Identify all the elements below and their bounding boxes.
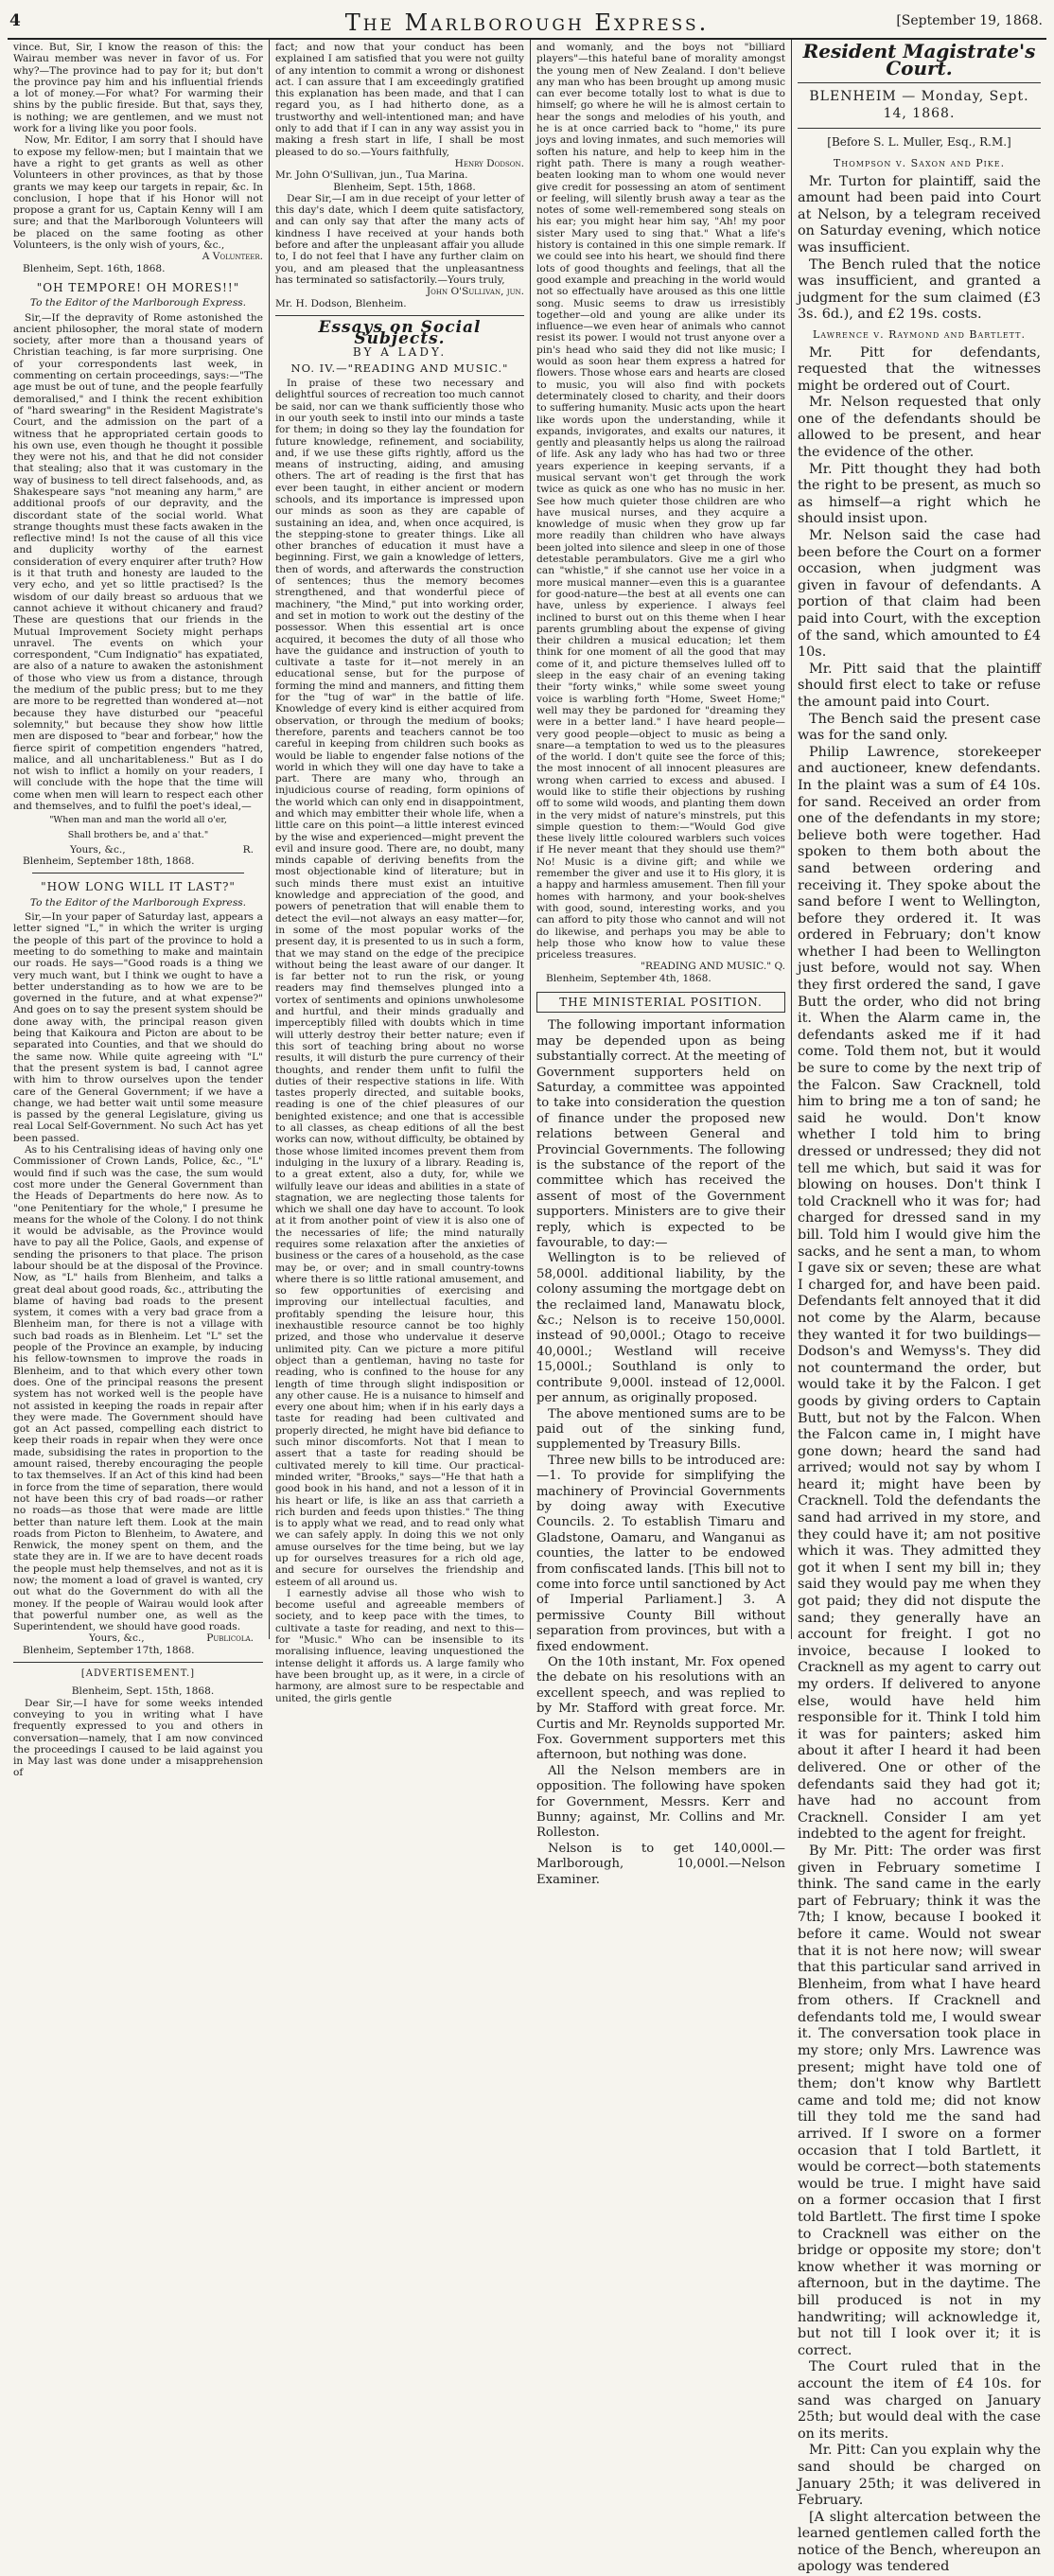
letter-volunteer-text: vince. But, Sir, I know the reason of this: the Wairau member was never in favor of us. For why?—The province had to pay for it; but don't the province pay him and his influential friends a lot of money.—For what? For warming their shins by the public fireside. But that, says they, is nothing; we are gentlemen, and we must not work for a living like you poor fools. — [13, 42, 263, 135]
case-title: Thompson v. Saxon and Pike. — [833, 156, 1006, 169]
court-section-title: Resident Magistrate's Court. — [802, 40, 1036, 79]
dateline: Blenheim, Sept. 16th, 1868. — [23, 262, 166, 274]
ministerial-text: The following important information may be depended upon as being substantially correct. At the meeting of Government supporters held on Saturday, a committee was appointed to take into consideration the question of finance under the proposed new relations between General and Provincial Governments. The following is the substance of the report of the committee which has received the assent of most of the Government supporters. Ministers are to give their reply, which is expected to be favourable, to day:— — [536, 1018, 785, 1251]
divider — [13, 1662, 263, 1663]
page-number: 4 — [9, 11, 21, 30]
letter-osullivan-text: Dear Sir,—I am in due receipt of your letter of this day's date, which I deem quite satisfactory, and can only say that after the many acts of kindness I have received at your hands both before and after the unpleasant affair you allude to, I do not feel that I have any further claim on you, and am pleased that the unpleasantness has terminated so satisfactorily.—Yours truly, — [275, 192, 524, 286]
divider — [798, 82, 1041, 83]
court-text: Mr. Pitt for defendants, requested that the witnesses might be ordered out of Court. — [798, 344, 1041, 394]
advertisement-label: [ADVERTISEMENT.] — [80, 1668, 196, 1680]
essay-byline: BY A LADY. — [352, 345, 448, 360]
ministerial-article — [536, 1018, 785, 1888]
letter-heading-how-long: "HOW LONG WILL IT LAST?" — [41, 880, 236, 894]
dateline: Blenheim, September 17th, 1868. — [23, 1644, 195, 1656]
essay-series-title: Essays on Social Subjects. — [318, 317, 482, 349]
newspaper-title: The Marlborough Express. — [344, 9, 710, 36]
court-text: Mr. Turton for plaintiff, said the amount had been paid into Court at Nelson, by a telegram received on Saturday evening, which notice was insufficient. — [798, 173, 1041, 256]
issue-date: [September 19, 1868. — [896, 13, 1043, 28]
court-text: The Bench said the present case was for the sand only. — [798, 711, 1041, 744]
letter-volunteer-text-2: Now, Mr. Editor, I am sorry that I should have to expose my fellow-men; but I maintain that we have a right to get grants as well as other Volunteers in other provinces, as that by those grants we may keep our targets in repair, &c. In conclusion, I hope that if his Honor will not propose a grant for us, Captain Kenny will I am sure; and that the Marlborough Volunteers will be placed on the same footing as other Volunteers, is the only wish of yours, &c., — [13, 134, 263, 252]
letter-how-long-text-2: As to his Centralising ideas of having only one Commissioner of Crown Lands, Police, &c., "L" would find if such was the case, the sum would cost more under the General Government than the Heads of Departments do here now. As to "one Penitentiary for the whole," I presume he means for the whole of the Colony. I do not think it would be advisable, as the Province would have to pay all the Police, Gaols, and expense of sending the prisoners to that place. The prison labour should be at the disposal of the Province. Now, as "L" hails from Blenheim, and talks a great deal about good roads, &c., attributing the blame of having bad roads to the present system, it comes with a very bad grace from a Blenheim man, for there is not a village with such bad roads as in Blenheim. Let "L" set the people of the Province an example, by inducing his fellow-townsmen to improve the roads in Blenheim, and to that which every other town does. One of the principal reasons the present system has not worked well is the people have not assisted in keeping the roads in repair after they were made. The Government should have got an Act passed, compelling each district to keep their roads in repair when they were once made, subsidising the rates in proportion to the amount raised, thereby encouraging the people to tax themselves. If an Act of this kind had been in force from the time of separation, there would not have been this cry of bad roads—or rather no roads—as those that were made are little better than nature left them. Look at the main roads from Picton to Blenheim, to Awatere, and Renwick, the money spent on them, and the state they are in. If we are to have decent roads the people must help themselves, and not as it is now; the moment a load of gravel is wanted, cry out what do the Government do with all the money. If the people of Wairau would look after that powerful number one, as well as the Superintendent, we should have good roads. — [13, 1144, 263, 1633]
column-4 — [791, 40, 1046, 2575]
letter-dodson-text: Dear Sir,—I have for some weeks intended conveying to you in writing what I have frequently expressed to you and others in conversation—namely, that I am now convinced the proceedings I caused to be laid against you in May last was done under a misapprehension of — [13, 1697, 263, 1779]
column-2 — [269, 40, 530, 1704]
divider — [798, 128, 1041, 129]
signature-yours: Yours, &c., — [70, 843, 126, 856]
letter-tempore-text: Sir,—If the depravity of Rome astonished the ancient philosopher, the moral state of modern society, after more than a thousand years of Christian teaching, is far more surprising. One of your correspondents last week, in commenting on certain proceedings, says:—"The age must be out of tune, and the people fearfully demoralised," and I think the recent exhibition of "hard swearing" in the Resident Magistrate's Court, and the admission on the part of a witness that he appropriated certain goods to his own use, even though he thought it possible they were not his, and that he did not consider that stealing; also that it was customary in the way of business to tell direct falsehoods, and, as Shakespeare says "not meaning any harm," are additional proofs of our depravity, and the discordant state of the social world. What strange thoughts must these facts awaken in the reflective mind! Is not the cause of all this vice and duplicity worthy of the earnest consideration of every enquirer after truth? How is it that truth and honesty are lauded to the very echo, and yet so little practised? Is the wisdom of our daily breast so arduous that we cannot achieve it without chicanery and fraud? These are questions that our friends in the Mutual Improvement Society might perhaps unravel. The events on which your correspondent, "Cum Indignatio" has expatiated, are also of a nature to awaken the astonishment of those who view us from a distance, through the medium of the public press; but to me they are more to be regretted than wondered at—not because they have disturbed our "peaceful solemnity," but because they show how little men are disposed to "bear and forbear," how the fierce spirit of competition engenders "hatred, malice, and all uncharitableness." But as I do not wish to inflict a homily on your readers, I will conclude with the hope that the time will come when men will learn to respect each other and themselves, and to fulfil the poet's ideal,— — [13, 311, 263, 812]
signature-publicola: Publicola. — [206, 1632, 254, 1645]
dateline: Blenheim, September 18th, 1868. — [23, 856, 195, 868]
essay-text: In praise of these two necessary and delightful sources of recreation too much cannot be said, nor can we thank sufficiently those who in our youth seek to instil into our minds a taste for them; in doing so they lay the foundation for future knowledge, refinement, and sociability, and, if we use these gifts rightly, afford us the means of instructing, aiding, and amusing others. The art of reading is the first that has ever been taught, in either ancient or modern schools, and its importance is impressed upon our minds as soon as they are capable of sustaining an idea, and, when once acquired, is the stepping-stone to greater things. Like all other branches of education it must have a beginning. First, we gain a knowledge of letters, then of words, and afterwards the construction of sentences; thus the memory becomes strengthened, and that wonderful piece of machinery, "the Mind," put into working order, and set in motion to work out the destiny of the possessor. When this essential art is once acquired, it becomes the duty of all those who have the guidance and instruction of youth to cultivate a taste for it—not merely in an educational sense, but for the purpose of forming the mind and manners, and fitting them for the "tug of war" in the battle of life. Knowledge of every kind is either acquired from observation, or through the medium of books; therefore, parents and teachers cannot be too careful in keeping from children such books as would be liable to engender false notions of the world in which they will one day have to take a part. There are many who, through an injudicious course of reading, form opinions of the world which can only end in disappointment, and which may embitter their whole life, when a little care on this point—a little interest evinced by the wise and experienced—might prevent the evil and insure good. There are, no doubt, many minds capable of deriving benefits from the most objectionable kind of literature; but in such minds there must exist an intuitive knowledge and appreciation of the good, and powers of penetration that will enable them to detect the evil—not always an easy matter—for, in some of the most popular works of the present day, it is presented to us in such a form, that we may stand on the edge of the precipice without being the least aware of our danger. It is far better not to run the risk, or young readers may find themselves plunged into a vortex of sentiments and opinions unwholesome and hurtful, and their minds gradually and imperceptibly filled with doubts which in time will utterly destroy their better nature; even if this sort of teaching bring about no worse results, it will disturb the pure currency of their thoughts, and render them unfit to fulfil the duties of their respective stations in life. With tastes properly directed, and suitable books, reading is one of the chief pleasures of our benighted existence; and one that is accessible to all classes, as cheap editions of all the best works can now, without difficulty, be obtained by those whose limited incomes prevent them from indulging in the luxury of a library. Reading is, to a great extent, also a duty, for, while we wilfully leave our ideas and abilities in a state of stagnation, we are neglecting those talents for which we shall one day have to account. To look at it from another point of view it is also one of the necessaries of life; the mind naturally requires some relaxation after the anxieties of business or the cares of a household, as the case may be, or over; and in small country-towns where there is so little rational amusement, and so few opportunities of exercising and improving our intellectual faculties, and profitably spending the leisure hour, this inexhaustible resource cannot be too highly prized, and those who undervalue it deserve unlimited pity. Can we picture a more pitiful object than a gentleman, having no taste for reading, who is confined to the house for any length of time through slight indisposition or any other cause. He is a nuisance to himself and every one about him; when if in his early days a taste for reading had been cultivated and properly directed, he might have bid defiance to such minor discomforts. Not that I mean to assert that a taste for reading should be cultivated merely to kill time. Our practical-minded writer, "Brooks," says—"He that hath a good book in his hand, and not a lesson of it in his heart or life, is like an ass that carrieth a rich burden and feeds upon thistles." The thing is to apply what we read, and to read only what we can safely apply. In doing this we not only amuse ourselves for the time being, but we lay up for ourselves treasures for a rich old age, and secure for ourselves the friendship and esteem of all around us. — [275, 378, 524, 1588]
column-1 — [8, 40, 269, 1779]
signature-dodson: Henry Dodson. — [454, 157, 524, 169]
signature-yours: Yours, &c., — [89, 1632, 145, 1645]
signature-osullivan: John O'Sullivan, jun. — [426, 286, 524, 298]
court-text: Mr. Pitt: Can you explain why the sand should be charged on January 25th; it was delivered in February. — [798, 2443, 1041, 2509]
ministerial-text: Wellington is to be relieved of 58,000l. additional liability, by the colony assuming the mortgage debt on the reclaimed land, Manawatu block, &c.; Nelson is to receive 150,000l. instead of 90,000l.; Otago to receive 40,000l.; Westland will receive 15,000l.; Southland is only to contribute 9,000l. instead of 12,000l. per annum, as originally proposed. — [536, 1251, 785, 1406]
court-text: The Bench ruled that the notice was insufficient, and granted a judgment for the sum claimed (£3 3s. 6d.), and £2 19s. costs. — [798, 256, 1041, 323]
ministerial-text: Nelson is to get 140,000l.—Marlborough, 10,000l.—Nelson Examiner. — [536, 1841, 785, 1887]
essay-subtitle: NO. IV.—"READING AND MUSIC." — [290, 361, 509, 375]
essay-text-cont: and womanly, and the boys not "billiard players"—this hateful bane of morality amongst the young men of New Zealand. I don't believe any man who has been brought up among music can ever become totally lost to what is due to himself; go where he will he is almost certain to hear the songs and melodies of his youth, and he is at once carried back to "home," its pure joys and loving inmates, and such memories will soften his nature, and help to keep him in the right path. There is many a rough weather-beaten looking man to whom one would never give credit for possessing an atom of sentiment or feeling, will silently brush away a tear as the notes of some well-remembered song steals on his ear; you might hear him say, "Ah! my poor sister Mary used to sing that." What a life's history is contained in this one simple remark. If we could see into his heart, we should find there lots of good thoughts and feelings, that all the good example and preaching in the world would not so effectually have aroused as this one little song. Music seems to draw us irresistibly together—old and young are alike under its influence—we even hear of animals who cannot resist its power. I would not trust anyone over a pin's head who said they did not like music; I would as soon hear them express a hatred for flowers. Those whose ears and hearts are closed to music, you will also find with pockets determinately closed to charity, and their doors to suffering humanity. Music acts upon the heart like words upon the understanding, while it expands, invigorates, and exalts our natures, it gently and pleasantly helps us along the railroad of life. Ask any lady who has had two or three years experience in keeping servants, if a musical servant won't get through the work twice as quick as one who has no music in her. See how much quieter those children are who have musical nurses, and they acquire a knowledge of music when they grow up far more readily than children who have always been jolted into silence and sleep in one of those detestable perambulators. Give me a girl who can "whistle," if she cannot use her voice in a more musical manner—even this is a guarantee for good-nature—the best at all events one can have, unless by experience. I always feel inclined to burst out on this theme when I hear parents grumbling about the expense of giving their children a musical education; let them think for one moment of all the good that may come of it, and picture themselves lulled off to sleep in the easy chair of an evening taking their "forty winks," while some sweet young voice is warbling forth "Home, Sweet Home;" well may they be pardoned for "dreaming they were in a better land." I have heard people—very good people—object to music as being a snare—a temptation to wed us to the pleasures of the world. I don't quite see the force of this; the most innocent of all innocent pleasures are wrong when carried to excess and abused. I would like to stifle their objections by rushing off to some wild woods, and planting them down in the very midst of nature's minstrels, put this simple question to them:—"Would God give these lively little coloured warblers such voices if He never meant that they should use them?" No! Music is a divine gift; and while we remember the giver and use it to His glory, it is a happy and harmless amusement. Then fill your homes with harmony, and your book-shelves with good, sound, interesting works, and you can afford to pity those who cannot and will not do likewise, and perhaps you may be able to help those who know how to value these priceless treasures. — [536, 42, 785, 962]
dateline: Blenheim, September 4th, 1868. — [546, 972, 711, 984]
poem-line: "When man and man the world all o'er, — [49, 815, 227, 826]
essay-signature: "READING AND MUSIC." Q. — [641, 961, 785, 973]
poem-line: Shall brothers be, and a' that." — [67, 829, 209, 840]
to-editor-line: To the Editor of the Marlborough Express. — [29, 297, 247, 309]
court-text: [A slight altercation between the learned gentlemen called forth the notice of the Bench, whereupon an apology was tendered — [798, 2509, 1041, 2575]
divider — [275, 315, 524, 316]
column-3 — [530, 40, 791, 1887]
court-text: By Mr. Pitt: The order was first given in February sometime I think. The sand came in the early part of February; think it was the 7th; I know, because I booked it before it came. Would not swear that it is not here now; will swear that this particular sand arrived in Blenheim, from what I have heard from others. If Cracknell and defendants told me, I would swear it. The conversation took place in my store; only Mrs. Lawrence was present; might have told one of them; don't know why Bartlett came and told me; did not know till they told me the sand had arrived. If I swore on a former occasion that I told Bartlett, it would be correct—both statements would be true. I might have said on a former occasion that I first told Bartlett. The first time I spoke to Cracknell was either on the bridge or opposite my store; don't know whether it was morning or afternoon, but in the daytime. The bill produced is not in my handwriting; will acknowledge it, but not till I look over it; it is correct. — [798, 1843, 1041, 2358]
addressee: Mr. John O'Sullivan, jun., Tua Marina. — [275, 169, 468, 182]
court-text: Mr. Nelson said the case had been before the Court on a former occasion, when judgment was given in favour of defendants. A portion of that claim had been paid into Court, with the exception of the sand, which amounted to £4 10s. — [798, 528, 1041, 661]
to-editor-line: To the Editor of the Marlborough Express. — [29, 896, 247, 909]
addressee: Mr. H. Dodson, Blenheim. — [275, 297, 407, 309]
court-before: [Before S. L. Muller, Esq., R.M.] — [827, 135, 1011, 150]
court-date: BLENHEIM — Monday, Sept. 14, 1868. — [809, 89, 1029, 121]
signature-r: R. — [242, 843, 254, 856]
ministerial-text: The above mentioned sums are to be paid out of the sinking fund, supplemented by Treasury Bills. — [536, 1406, 785, 1453]
court-text: Mr. Nelson requested that only one of the defendants should be allowed to be present, and hear the evidence of the other. — [798, 395, 1041, 461]
case-title: Lawrence v. Raymond and Bartlett. — [813, 327, 1026, 341]
letter-heading-tempore: "OH TEMPORE! OH MORES!!" — [36, 280, 240, 294]
letter-dodson-text-cont: fact; and now that your conduct has been explained I am satisfied that you were not guilty of any intention to commit a wrong or dishonest act. I can assure that I am exceedingly gratified this explanation has been made, and that I can regard you, as I had hitherto done, as a trustworthy and well-intentioned man; and have only to add that if I can in any way assist you in making a fresh start in life, I shall be most pleased to do so.—Yours faithfully, — [275, 42, 524, 158]
court-text: Philip Lawrence, storekeeper and auctioneer, knew defendants. In the plaint was a sum of £4 10s. for sand. Received an order from one of the defendants in my store; believe both were together. Had spoken to them both about the sand between ordering and receiving it. They spoke about the sand before I went to Wellington, before they ordered it. It was ordered in February; don't know whether I had been to Wellington just before, would not say. When they first ordered the sand, I gave Butt the order, who did not bring it. When the Alarm came in, the defendants asked me if it had come. Told them not, but it would be sure to come by the next trip of the Falcon. Saw Cracknell, told him to bring me a ton of sand; he said he would. Don't know whether I told him to bring dressed or undressed; they did not tell me which, but said it was for blowing on houses. Don't think I told Cracknell who it was for; had charged for dressed sand in my bill. Told him I would give him the sacks, and he sent a man, to whom I gave six or seven; these are what I charged for, and have been paid. Defendants felt annoyed that it did not come by the Alarm, because they wanted it for two buildings—Dodson's and Wemyss's. They did not countermand the order, but would take it by the Falcon. I get goods by giving orders to Captain Butt, but not by the Falcon. When the Falcon came in, I might have gone down; heard the sand had arrived; would not say by whom I heard it; might have been by Cracknell. Told the defendants the sand had arrived in my store, and they could have it; am not positive which it was. They admitted they got it when I sent my bill in; they said they would pay me when they got paid; they did not dispute the sand; they generally have an account for freight. I got no invoice, because I looked to Cracknell as my agent to carry out my orders. If delivered to anyone else, would have held him responsible for it. Think I told him it was for painters; asked him about it after I heard it had been delivered. One or other of the defendants said they had got it; have had no account from Cracknell. Consider I am yet indebted to the agent for freight. — [798, 744, 1041, 1843]
dateline: Blenheim, Sept. 15th, 1868. — [71, 1685, 215, 1698]
court-text: Mr. Pitt said that the plaintiff should first elect to take or refuse the amount paid into Court. — [798, 661, 1041, 710]
letter-how-long-text: Sir,—In your paper of Saturday last, appears a letter signed "L," in which the writer is urging the people of this part of the province to hold a meeting to do something to make and maintain our roads. He says—"Good roads is a thing we very much want, but I think we ought to have a better understanding as to how we are to be governed in the future, and at what expense?" And goes on to say the present system should be done away with, the principal reason given being that Kaikoura and Picton are about to be separated into Counties, and that we should do the same now. While quite agreeing with "L" that the present system is bad, I cannot agree with him to throw ourselves upon the tender care of the General Government; if we have a change, we had better wait until some measure is passed by the general Legislature, giving us real Local Self-Government. No such Act has yet been passed. — [13, 911, 263, 1144]
court-text: The Court ruled that in the account the item of £4 10s. for sand was charged on January 25th; but would deal with the case on its merits. — [798, 2359, 1041, 2442]
essay-text-2: I earnestly advise all those who wish to become useful and agreeable members of society, and to keep pace with the times, to cultivate a taste for reading, and next to this—for "Music." Who can be insensible to its moralising influence, leaving unquestioned the intense delight it affords us. A large family who have been brought up, as it were, in a circle of harmony, are almost sure to be respectable and united, the girls gentle — [275, 1587, 524, 1704]
masthead — [8, 6, 1046, 40]
ministerial-position-heading: THE MINISTERIAL POSITION. — [536, 992, 785, 1013]
dateline: Blenheim, Sept. 15th, 1868. — [333, 181, 476, 193]
ministerial-text: All the Nelson members are in opposition. The following have spoken for Government, Messrs. Kerr and Bunny; against, Mr. Collins and Mr. Rolleston. — [536, 1763, 785, 1841]
ministerial-text: On the 10th instant, Mr. Fox opened the debate on his resolutions with an excellent speech, and was replied to by Mr. Stafford with great force. Mr. Curtis and Mr. Reynolds supported Mr. Fox. Government supporters met this afternoon, but nothing was done. — [536, 1655, 785, 1763]
court-text: Mr. Pitt thought they had both the right to be present, as much so as himself—a right which he should insist upon. — [798, 461, 1041, 527]
ministerial-text: Three new bills to be introduced are:—1. To provide for simplifying the machinery of Provincial Governments by doing away with Executive Councils. 2. To establish Timaru and Gladstone, Oamaru, and Wanganui as counties, the latter to be endowed from confiscated lands. [This bill not to come into force until sanctioned by Act of Imperial Parliament.] 3. A permissive County Bill without separation from provinces, but with a fixed endowment. — [536, 1453, 785, 1654]
signature-volunteer: A Volunteer. — [202, 251, 263, 263]
